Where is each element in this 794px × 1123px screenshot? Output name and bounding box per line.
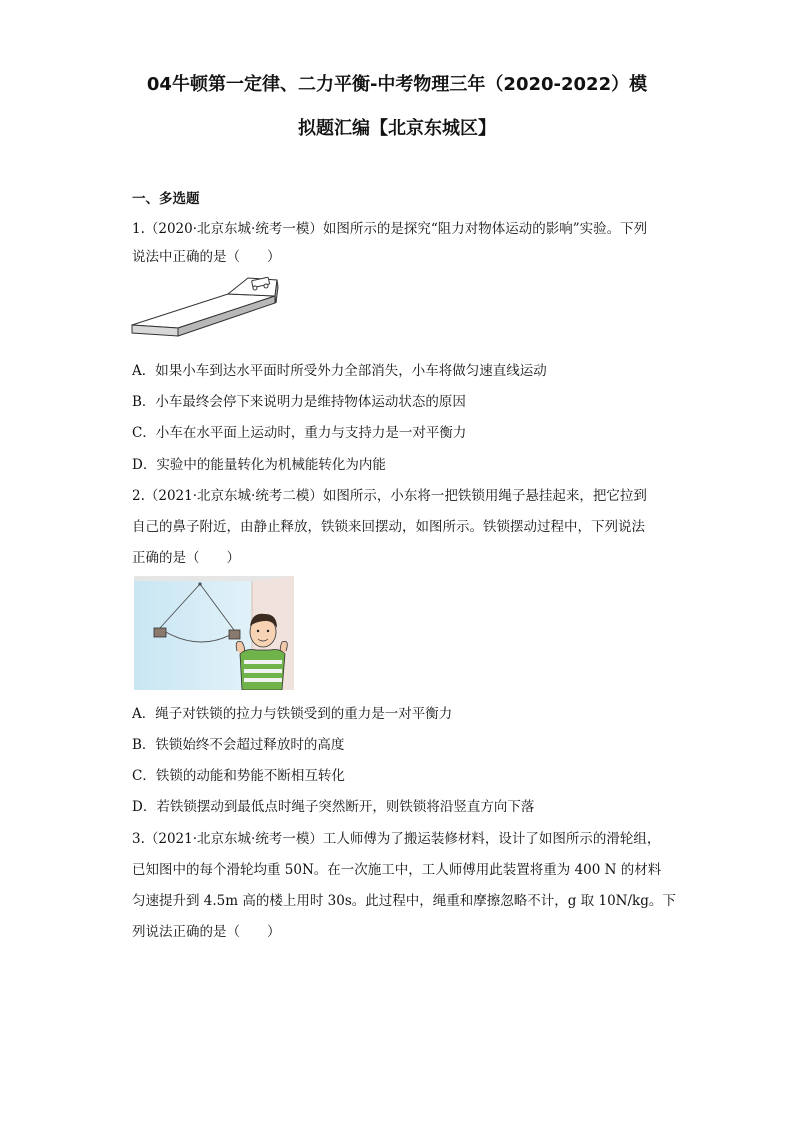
q3-stem-line3: 匀速提升到 4.5m 高的楼上用时 30s。此过程中，绳重和摩擦忽略不计，g 取 10N/kg。下 (132, 893, 676, 909)
q1-option-b: B．小车最终会停下来说明力是维持物体运动状态的原因 (132, 394, 466, 410)
q3-stem-line2: 已知图中的每个滑轮均重 50N。在一次施工中，工人师傅用此装置将重为 400 N 的材料 (132, 862, 662, 878)
q2-option-a: A．绳子对铁锁的拉力与铁锁受到的重力是一对平衡力 (132, 706, 453, 722)
q2-option-b: B．铁锁始终不会超过释放时的高度 (132, 737, 345, 753)
q3-stem-line4: 列说法正确的是（ ） (132, 924, 281, 940)
q2-option-c: C．铁锁的动能和势能不断相互转化 (132, 768, 345, 784)
q1-option-d: D．实验中的能量转化为机械能转化为内能 (132, 457, 386, 473)
q2-stem-line3: 正确的是（ ） (132, 550, 240, 566)
document-title-line1: 04牛顿第一定律、二力平衡-中考物理三年（2020-2022）模 (146, 74, 648, 95)
q1-option-c: C．小车在水平面上运动时，重力与支持力是一对平衡力 (132, 425, 467, 441)
q1-stem-line2: 说法中正确的是（ ） (132, 249, 281, 265)
pendulum-lock-figure (134, 576, 294, 690)
incline-cart-figure (130, 270, 282, 344)
q3-stem-line1: 3.（2021·北京东城·统考一模）工人师傅为了搬运装修材料，设计了如图所示的滑轮组， (132, 831, 661, 847)
document-title-line2: 拟题汇编【北京东城区】 (298, 118, 496, 139)
q2-option-d: D．若铁锁摆动到最低点时绳子突然断开，则铁锁将沿竖直方向下落 (132, 799, 535, 815)
q2-stem-line2: 自己的鼻子附近，由静止释放，铁锁来回摆动，如图所示。铁锁摆动过程中，下列说法 (132, 519, 645, 535)
section-heading: 一、多选题 (132, 191, 200, 207)
q2-stem-line1: 2.（2021·北京东城·统考二模）如图所示，小东将一把铁锁用绳子悬挂起来，把它拉到 (132, 488, 647, 504)
q1-option-a: A．如果小车到达水平面时所受外力全部消失，小车将做匀速直线运动 (132, 363, 547, 379)
q1-stem-line1: 1.（2020·北京东城·统考一模）如图所示的是探究“阻力对物体运动的影响”实验。下列 (132, 221, 648, 237)
